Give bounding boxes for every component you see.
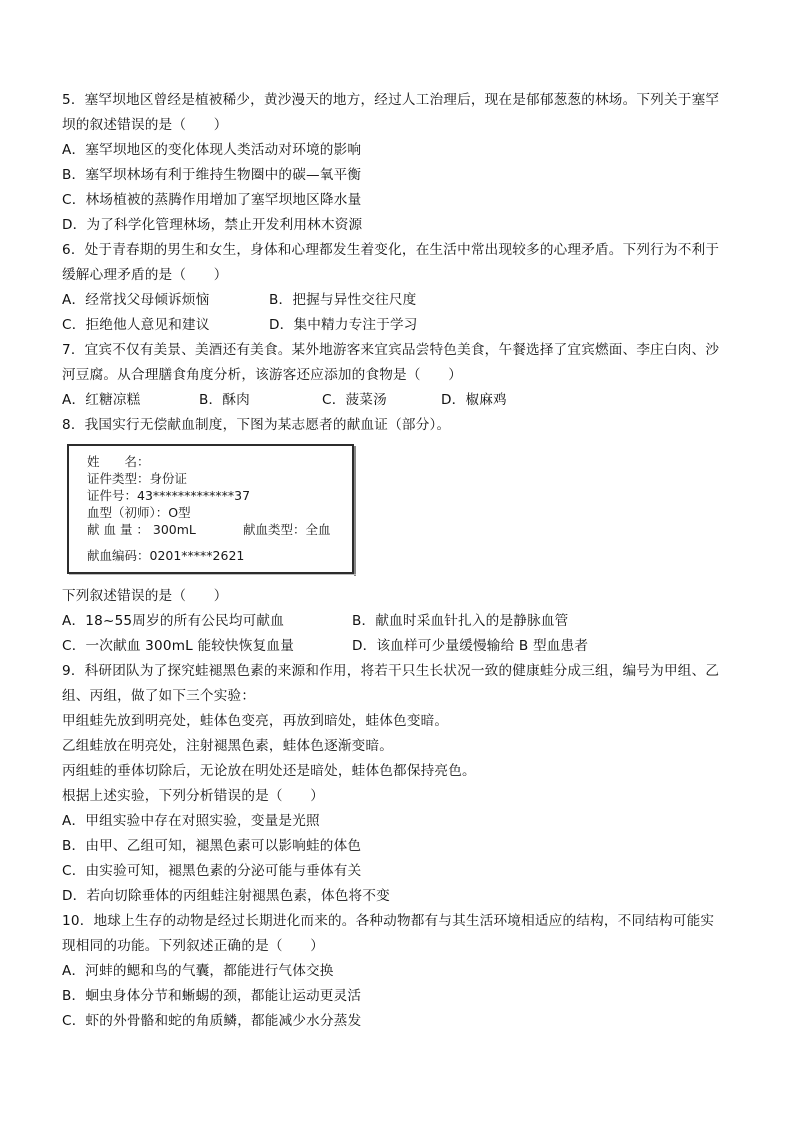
q10-stem-line1: 10．地球上生存的动物是经过长期进化而来的。各种动物都有与其生活环境相适应的结构，不同结构可能实 xyxy=(62,913,715,929)
blood-donation-card-image xyxy=(67,444,354,574)
q9-option-b: B．由甲、乙组可知，褪黑色素可以影响蛙的体色 xyxy=(62,838,362,854)
q5-option-b: B．塞罕坝林场有利于维持生物圈中的碳—氧平衡 xyxy=(62,167,362,183)
q5-option-c: C．林场植被的蒸腾作用增加了塞罕坝地区降水量 xyxy=(62,192,362,208)
q8-option-b: B．献血时采血针扎入的是静脉血管 xyxy=(352,613,569,629)
q7-stem-line2: 河豆腐。从合理膳食角度分析，该游客还应添加的食物是（ ） xyxy=(62,367,463,383)
card-name: 姓 名： xyxy=(87,454,150,469)
q8-option-d: D．该血样可少量缓慢输给 B 型血患者 xyxy=(352,638,589,654)
card-scan-edge-bottom xyxy=(69,574,356,575)
q10-option-c: C．虾的外骨骼和蛇的角质鳞，都能减少水分蒸发 xyxy=(62,1013,362,1029)
q9-stem-line1: 9．科研团队为了探究蛙褪黑色素的来源和作用，将若干只生长状况一致的健康蛙分成三组，编号为甲组、乙 xyxy=(62,663,720,679)
q9-experiment-1: 甲组蛙先放到明亮处，蛙体色变亮，再放到暗处，蛙体色变暗。 xyxy=(62,713,449,729)
card-blood-type: 血型（初师）：O型 xyxy=(87,505,191,520)
q9-option-d: D．若向切除垂体的丙组蛙注射褪黑色素，体色将不变 xyxy=(62,888,390,904)
q8-option-c: C．一次献血 300mL 能较快恢复血量 xyxy=(62,638,295,654)
q9-experiment-2: 乙组蛙放在明亮处，注射褪黑色素，蛙体色逐渐变暗。 xyxy=(62,738,394,754)
card-scan-edge xyxy=(354,446,356,576)
card-id-number: 证件号：43*************37 xyxy=(87,488,251,503)
q7-stem-line1: 7．宜宾不仅有美景、美酒还有美食。某外地游客来宜宾品尝特色美食，午餐选择了宜宾燃面、李庄白肉、沙 xyxy=(62,342,720,358)
q10-option-a: A．河蚌的鳃和鸟的气囊，都能进行气体交换 xyxy=(62,963,334,979)
q6-option-c: C．拒绝他人意见和建议 xyxy=(62,317,210,333)
q9-option-c: C．由实验可知，褪黑色素的分泌可能与垂体有关 xyxy=(62,863,362,879)
q6-option-d: D．集中精力专注于学习 xyxy=(269,317,418,333)
q5-stem-line1: 5．塞罕坝地区曾经是植被稀少，黄沙漫天的地方，经过人工治理后，现在是郁郁葱葱的林场。下列关于塞罕 xyxy=(62,92,720,108)
card-id-type: 证件类型：身份证 xyxy=(87,471,188,486)
q9-experiment-3: 丙组蛙的垂体切除后，无论放在明处还是暗处，蛙体色都保持亮色。 xyxy=(62,763,476,779)
q7-option-b: B．酥肉 xyxy=(199,392,250,408)
q6-option-a: A．经常找父母倾诉烦恼 xyxy=(62,292,210,308)
q6-stem-line1: 6．处于青春期的男生和女生，身体和心理都发生着变化，在生活中常出现较多的心理矛盾。下列行为不利于 xyxy=(62,242,720,258)
card-volume: 献 血 量 ： 300mL xyxy=(87,522,196,537)
card-donation-type: 献血类型：全血 xyxy=(243,522,331,537)
q7-option-c: C．菠菜汤 xyxy=(322,392,387,408)
q5-stem-line2: 坝的叙述错误的是（ ） xyxy=(62,117,228,133)
q6-stem-line2: 缓解心理矛盾的是（ ） xyxy=(62,267,228,283)
q5-option-d: D．为了科学化管理林场，禁止开发利用林木资源 xyxy=(62,217,363,233)
q7-option-d: D．椒麻鸡 xyxy=(441,392,507,408)
q8-option-a: A．18~55周岁的所有公民均可献血 xyxy=(62,613,285,629)
q10-option-b: B．蛔虫身体分节和蜥蜴的颈，都能让运动更灵活 xyxy=(62,988,362,1004)
q10-stem-line2: 现相同的功能。下列叙述正确的是（ ） xyxy=(62,938,325,954)
q9-stem-line2: 组、丙组，做了如下三个实验： xyxy=(62,688,256,704)
q9-question: 根据上述实验，下列分析错误的是（ ） xyxy=(62,788,325,804)
q8-question: 下列叙述错误的是（ ） xyxy=(62,588,228,604)
q8-stem: 8．我国实行无偿献血制度，下图为某志愿者的献血证（部分）。 xyxy=(62,417,451,433)
q9-option-a: A．甲组实验中存在对照实验，变量是光照 xyxy=(62,813,320,829)
q5-option-a: A．塞罕坝地区的变化体现人类活动对环境的影响 xyxy=(62,142,362,158)
q7-option-a: A．红糖凉糕 xyxy=(62,392,141,408)
card-code: 献血编码：0201*****2621 xyxy=(87,548,245,563)
q6-option-b: B．把握与异性交往尺度 xyxy=(269,292,417,308)
